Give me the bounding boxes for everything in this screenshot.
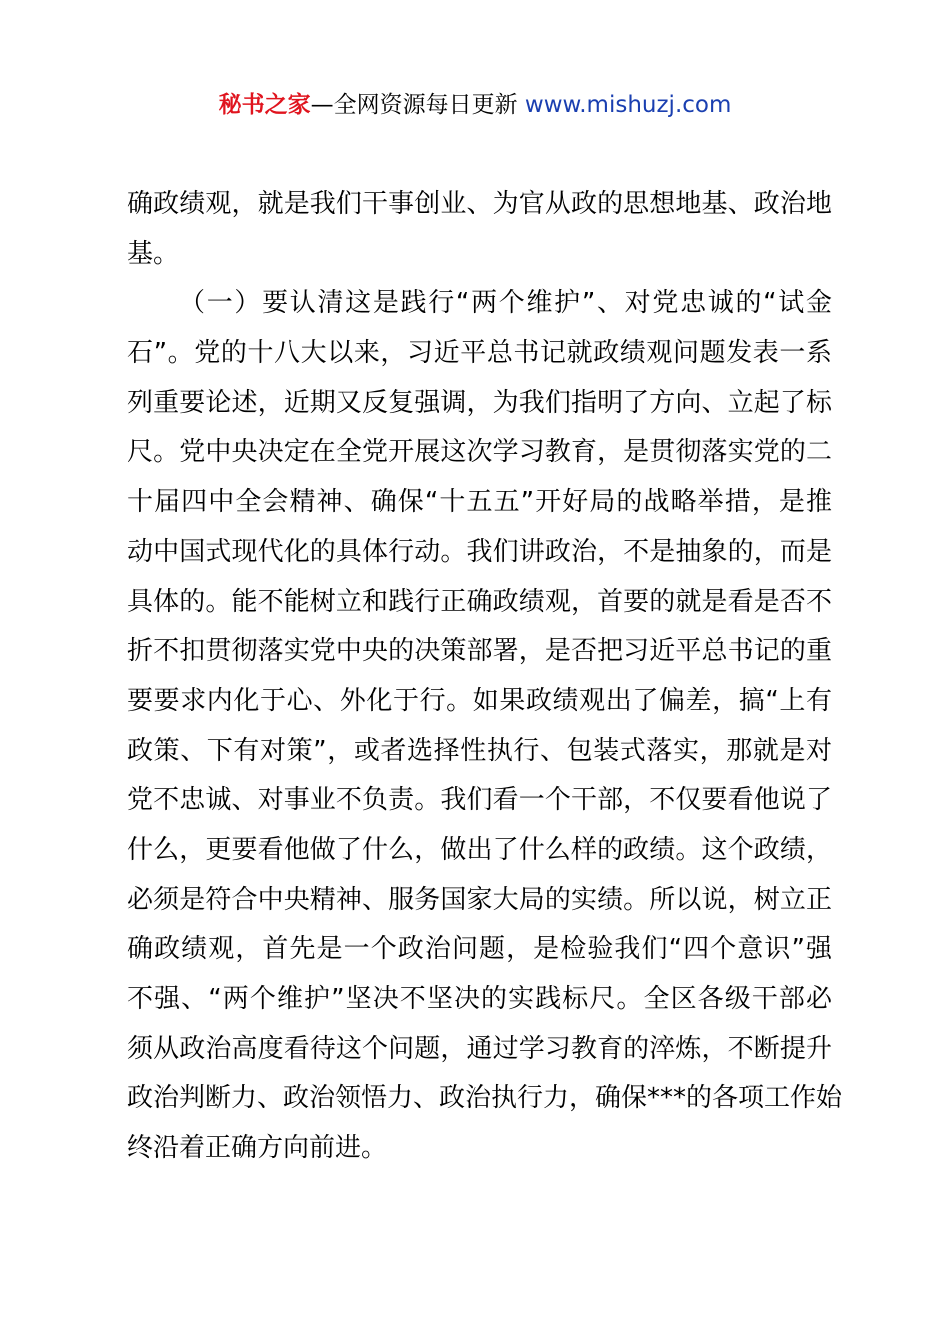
text-line: 石”。党的十八大以来，习近平总书记就政绩观问题发表一系 bbox=[127, 338, 832, 369]
text-line: 基。 bbox=[127, 238, 180, 269]
text-line: 确政绩观，就是我们干事创业、为官从政的思想地基、政治地 bbox=[127, 189, 832, 219]
text-line: 须从政治高度看待这个问题，通过学习教育的淬炼，不断提升 bbox=[127, 1033, 832, 1064]
site-brand: 秘书之家 bbox=[218, 92, 311, 118]
text-line: 政策、下有对策”，或者选择性执行、包装式落实，那就是对 bbox=[127, 735, 832, 766]
text-line: （一）要认清这是践行“两个维护”、对党忠诚的“试金 bbox=[179, 288, 832, 319]
document-body bbox=[127, 180, 843, 1174]
text-line: 终沿着正确方向前进。 bbox=[127, 1133, 388, 1164]
page-header bbox=[0, 88, 950, 122]
text-line: 党不忠诚、对事业不负责。我们看一个干部，不仅要看他说了 bbox=[127, 785, 832, 816]
text-line: 具体的。能不能树立和践行正确政绩观，首要的就是看是否不 bbox=[127, 586, 832, 617]
text-line: 确政绩观，首先是一个政治问题，是检验我们“四个意识”强 bbox=[127, 934, 832, 965]
site-url-link[interactable]: www.mishuzj.com bbox=[524, 92, 732, 118]
text-line: 尺。党中央决定在全党开展这次学习教育，是贯彻落实党的二 bbox=[127, 437, 832, 468]
text-line: 要要求内化于心、外化于行。如果政绩观出了偏差，搞“上有 bbox=[127, 685, 832, 716]
text-line: 折不扣贯彻落实党中央的决策部署，是否把习近平总书记的重 bbox=[127, 636, 832, 667]
text-line: 什么，更要看他做了什么，做出了什么样的政绩。这个政绩， bbox=[127, 834, 832, 865]
text-line: 列重要论述，近期又反复强调，为我们指明了方向、立起了标 bbox=[127, 387, 832, 418]
text-line: 动中国式现代化的具体行动。我们讲政治，不是抽象的，而是 bbox=[127, 536, 832, 567]
text-line: 必须是符合中央精神、服务国家大局的实绩。所以说，树立正 bbox=[127, 884, 832, 915]
site-tagline: —全网资源每日更新 bbox=[310, 92, 518, 118]
text-line: 政治判断力、政治领悟力、政治执行力，确保***的各项工作始 bbox=[127, 1083, 843, 1114]
text-line: 十届四中全会精神、确保“十五五”开好局的战略举措，是推 bbox=[127, 487, 832, 518]
text-line: 不强、“两个维护”坚决不坚决的实践标尺。全区各级干部必 bbox=[127, 984, 832, 1014]
